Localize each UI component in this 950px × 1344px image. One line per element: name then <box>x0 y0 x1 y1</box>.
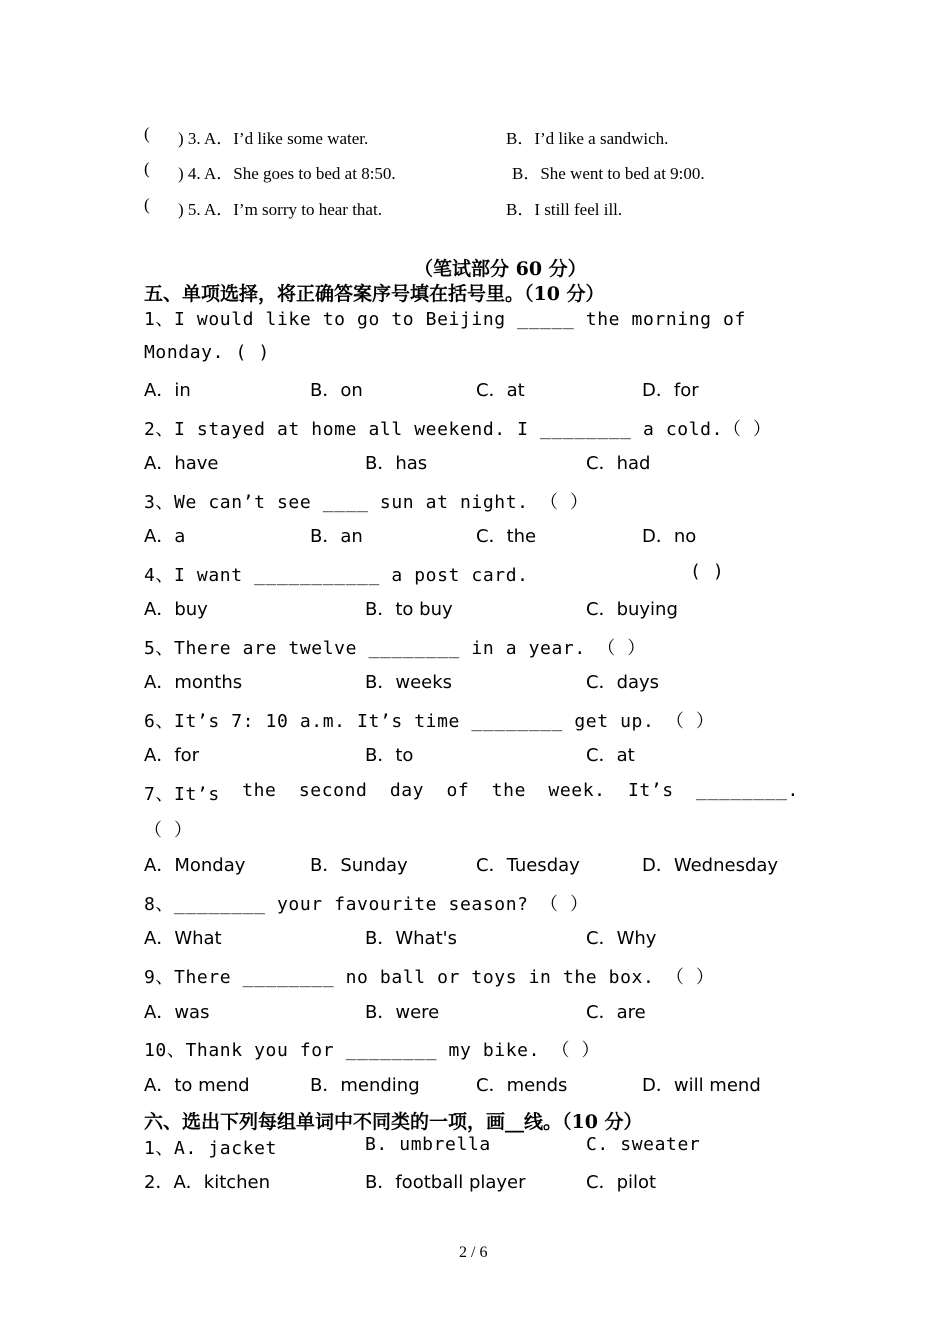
q7-option-a[interactable]: A．Monday <box>144 855 246 876</box>
q8-option-c[interactable]: C．Why <box>586 928 657 949</box>
listening-item-4-a: ) 4. A．She goes to bed at 8:50. <box>178 164 396 183</box>
page-number: 2 / 6 <box>459 1244 488 1261</box>
q3-option-c[interactable]: C．the <box>476 526 537 547</box>
written-part-title: （笔试部分 60 分） <box>414 258 587 280</box>
q8-option-a[interactable]: A．What <box>144 928 222 949</box>
q7-text <box>144 780 799 806</box>
listening-item-3-b: B．I’d like a sandwich. <box>506 129 669 148</box>
q1-line1: 1、I would like to go to Beijing _____ the morning of <box>144 309 746 330</box>
q6-text: 6、It’s 7: 10 a.m. It’s time ________ get up. （ ） <box>144 711 715 732</box>
q10-option-d[interactable]: D．will mend <box>642 1075 761 1096</box>
listening-paren-3[interactable]: ( <box>144 124 150 143</box>
q2-option-c[interactable]: C．had <box>586 453 651 474</box>
q2-option-b[interactable]: B．has <box>365 453 428 474</box>
q3-option-d[interactable]: D．no <box>642 526 697 547</box>
q1-option-c[interactable]: C．at <box>476 380 525 401</box>
q9-option-a[interactable]: A．was <box>144 1002 210 1023</box>
q10-option-c[interactable]: C．mends <box>476 1075 568 1096</box>
q5-option-c[interactable]: C．days <box>586 672 660 693</box>
s6-row1-b[interactable]: B. umbrella <box>365 1134 491 1155</box>
listening-paren-4[interactable]: ( <box>144 159 150 178</box>
q4-option-b[interactable]: B．to buy <box>365 599 453 620</box>
q4-text: 4、I want ___________ a post card. <box>144 565 529 586</box>
listening-paren-5[interactable]: ( <box>144 195 150 214</box>
s6-row2-a[interactable]: 2．A．kitchen <box>144 1172 271 1193</box>
q4-option-a[interactable]: A．buy <box>144 599 208 620</box>
q4-option-c[interactable]: C．buying <box>586 599 678 620</box>
q2-text: 2、I stayed at home all weekend. I ________ a cold.（ ） <box>144 419 772 440</box>
q4-answer-paren[interactable]: ( ) <box>690 561 725 582</box>
q7-answer-paren[interactable]: （ ） <box>144 820 193 841</box>
q5-option-b[interactable]: B．weeks <box>365 672 453 693</box>
q6-option-a[interactable]: A．for <box>144 745 200 766</box>
q3-option-b[interactable]: B．an <box>310 526 363 547</box>
q8-text: 8、________ your favourite season? （ ） <box>144 894 589 915</box>
q7-option-d[interactable]: D．Wednesday <box>642 855 779 876</box>
q7-word: the <box>242 780 277 801</box>
q7-option-b[interactable]: B．Sunday <box>310 855 408 876</box>
q10-text: 10、Thank you for ________ my bike. （ ） <box>144 1040 601 1061</box>
q10-option-a[interactable]: A．to mend <box>144 1075 250 1096</box>
listening-item-5-a: ) 5. A．I’m sorry to hear that. <box>178 200 382 219</box>
q6-option-c[interactable]: C．at <box>586 745 635 766</box>
q5-text: 5、There are twelve ________ in a year. （ ） <box>144 638 646 659</box>
s6-row2-c[interactable]: C．pilot <box>586 1172 657 1193</box>
s6-row1-c[interactable]: C. sweater <box>586 1134 701 1155</box>
listening-item-4-b: B．She went to bed at 9:00. <box>512 164 705 183</box>
q2-option-a[interactable]: A．have <box>144 453 219 474</box>
listening-item-5-b: B．I still feel ill. <box>506 200 623 219</box>
q3-option-a[interactable]: A．a <box>144 526 186 547</box>
s6-row2-b[interactable]: B．football player <box>365 1172 526 1193</box>
q6-option-b[interactable]: B．to <box>365 745 414 766</box>
q1-line2: Monday. ( ) <box>144 342 270 363</box>
q5-option-a[interactable]: A．months <box>144 672 243 693</box>
q8-option-b[interactable]: B．What's <box>365 928 457 949</box>
q7-word: the <box>491 780 527 801</box>
listening-item-3-a: ) 3. A．I’d like some water. <box>178 129 369 148</box>
q1-option-b[interactable]: B．on <box>310 380 363 401</box>
q7-word: day <box>389 780 425 801</box>
q10-option-b[interactable]: B．mending <box>310 1075 420 1096</box>
q7-word: second <box>298 780 368 801</box>
q7-word: ________. <box>696 780 799 801</box>
q1-option-d[interactable]: D．for <box>642 380 699 401</box>
q7-option-c[interactable]: C．Tuesday <box>476 855 580 876</box>
q7-word: It’s <box>627 780 674 801</box>
q9-text: 9、There ________ no ball or toys in the box. （ ） <box>144 967 715 988</box>
q3-text: 3、We can’t see ____ sun at night. （ ） <box>144 492 589 513</box>
q1-option-a[interactable]: A．in <box>144 380 191 401</box>
q9-option-c[interactable]: C．are <box>586 1002 646 1023</box>
q9-option-b[interactable]: B．were <box>365 1002 440 1023</box>
q7-word: of <box>446 780 470 801</box>
section6-title: 六、选出下列每组单词中不同类的一项，画__线。（10 分） <box>144 1111 643 1133</box>
s6-row1-a[interactable]: 1、A. jacket <box>144 1138 277 1159</box>
q7-word: week. <box>548 780 606 801</box>
section5-title: 五、单项选择，将正确答案序号填在括号里。（10 分） <box>144 283 605 305</box>
q7-word: 7、It’s <box>144 784 220 805</box>
